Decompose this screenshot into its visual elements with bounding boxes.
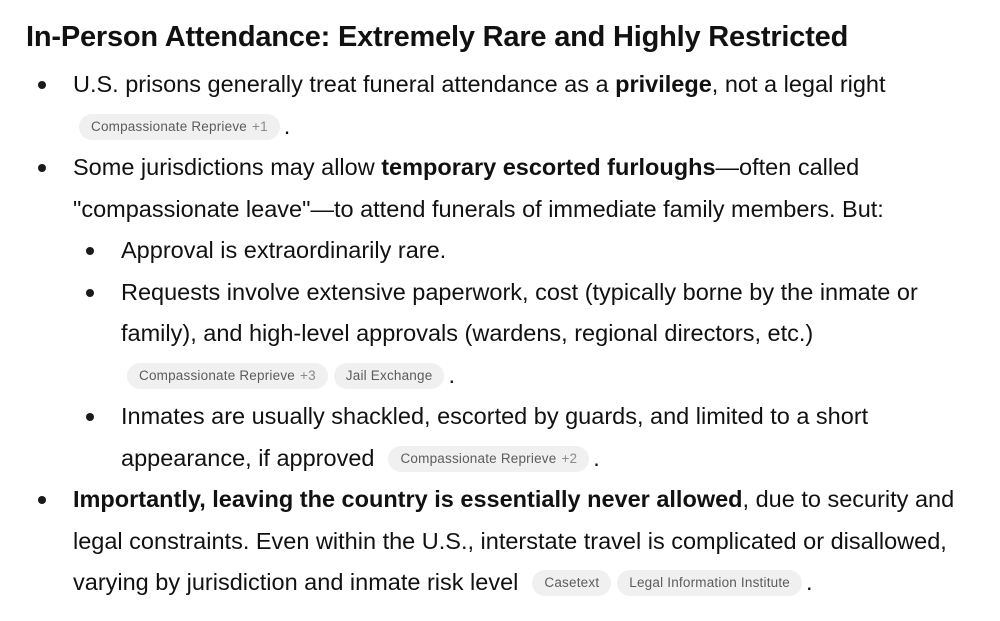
- bullet-text: Importantly, leaving the country is essentially never allowed, due to security and: [73, 486, 955, 512]
- section-heading: In-Person Attendance: Extremely Rare and Highly Restricted: [26, 21, 849, 53]
- bullet-text: U.S. prisons generally treat funeral attendance as a privilege, not a legal right: [73, 71, 886, 97]
- sub-list-item: Approval is extraordinarily rare.: [0, 230, 1000, 272]
- citation-count: +3: [299, 367, 316, 383]
- citation-chip-jail-exchange[interactable]: Jail Exchange: [334, 363, 445, 389]
- citation-row: Compassionate Reprieve +1 .: [73, 106, 1000, 148]
- list-item: [0, 147, 1000, 479]
- citation-chip-compassionate-reprieve[interactable]: Compassionate Reprieve +3: [127, 363, 328, 389]
- bold-text: temporary escorted furloughs: [381, 154, 716, 180]
- list-item: [0, 64, 1000, 147]
- citation-chip-compassionate-reprieve[interactable]: Compassionate Reprieve +2: [388, 446, 589, 472]
- bullet-text-continued: "compassionate leave"—to attend funerals of immediate family members. But:: [73, 195, 884, 222]
- citation-count: +2: [561, 450, 578, 466]
- citation-count: +1: [251, 118, 268, 134]
- bullet-list: [0, 64, 1000, 604]
- list-item: Importantly, leaving the country is essentially never allowed, due to security and legal constraints. Even within the U.S., interstate travel is complicated or disallowed, varying by jurisdiction and inmate risk level Casetext Legal Information Institute .: [0, 479, 1000, 604]
- citation-row: Compassionate Reprieve +3 Jail Exchange .: [121, 355, 1000, 397]
- bullet-text: Some jurisdictions may allow temporary escorted furloughs—often called: [73, 154, 860, 180]
- citation-chip-casetext[interactable]: Casetext: [532, 570, 611, 596]
- citation-chip-legal-information-institute[interactable]: Legal Information Institute: [617, 570, 802, 596]
- citation-chip-compassionate-reprieve[interactable]: Compassionate Reprieve +1: [79, 114, 280, 140]
- sub-list-item: Requests involve extensive paperwork, cost (typically borne by the inmate or family), and high-level approvals (wardens, regional directors, etc.) Compassionate Reprieve +3 Jail Exchange .: [0, 272, 1000, 397]
- bold-text: Importantly, leaving the country is essentially never allowed: [73, 486, 743, 512]
- sub-bullet-list: [0, 230, 1000, 479]
- sub-list-item: Inmates are usually shackled, escorted by guards, and limited to a short appearance, if approved Compassionate Reprieve +2 .: [0, 396, 1000, 479]
- bold-text: privilege: [615, 71, 712, 97]
